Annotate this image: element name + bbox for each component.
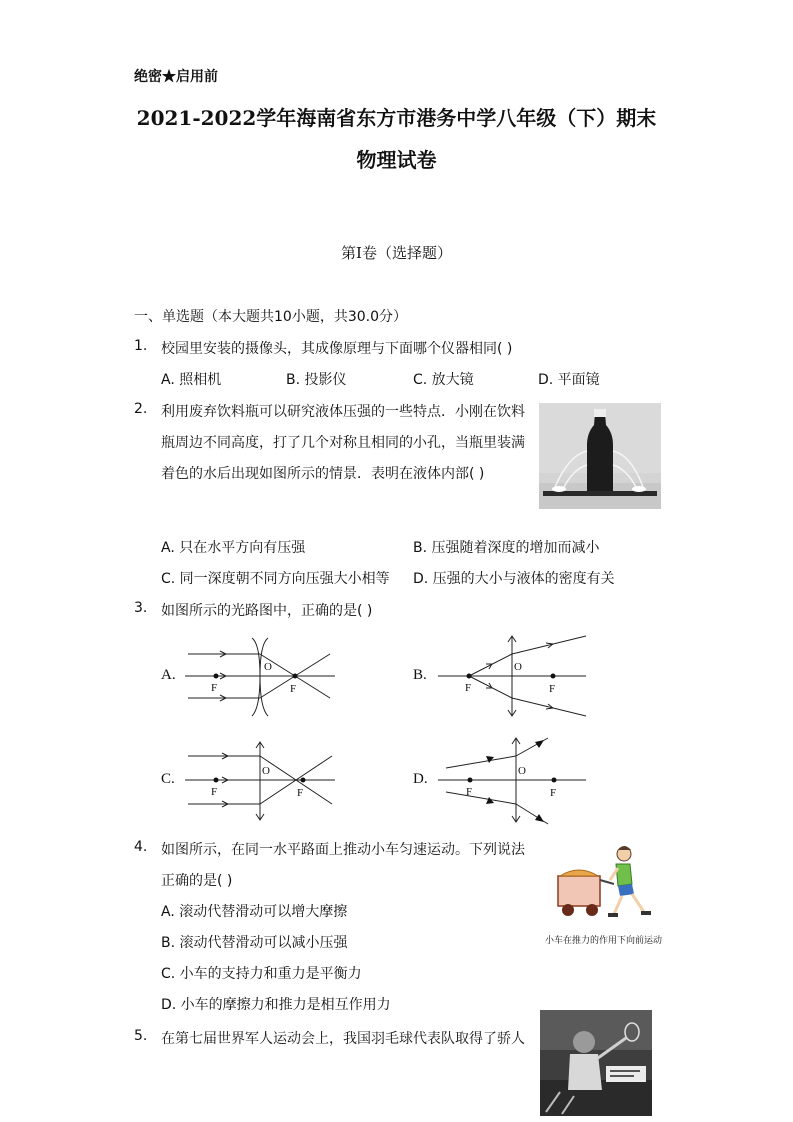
question-text-line: 瓶周边不同高度，打了几个对称且相同的小孔，当瓶里装满 (161, 435, 525, 451)
diagram-a-label: A. (161, 667, 176, 683)
figure-caption: 小车在推力的作用下向前运动 (545, 936, 663, 946)
optical-center-label: O (264, 661, 272, 673)
bottle-photo (539, 403, 661, 509)
option-b: B. 投影仪 (286, 372, 347, 388)
question-number: 1. (134, 338, 148, 354)
question-text: 校园里安装的摄像头，其成像原理与下面哪个仪器相同( ) (161, 341, 513, 357)
diagram-c-label: C. (161, 771, 175, 787)
focus-label: F (297, 787, 304, 799)
focus-label: F (290, 683, 297, 695)
ray-diagram-d (436, 734, 591, 828)
diagram-d-label: D. (413, 771, 428, 787)
volume-title: 第I卷（选择题） (341, 244, 452, 262)
option-c: C. 放大镜 (413, 372, 474, 388)
ray-diagram-c (180, 738, 340, 824)
diagram-b-label: B. (413, 667, 427, 683)
cart-pushing-illustration (552, 842, 664, 924)
option-a: A. 滚动代替滑动可以增大摩擦 (161, 904, 348, 920)
ray-diagram-a (180, 636, 340, 720)
question-text-line: 利用废弃饮料瓶可以研究液体压强的一些特点．小刚在饮料 (161, 404, 525, 420)
option-a: A. 只在水平方向有压强 (161, 540, 306, 556)
badminton-player-photo (540, 1010, 652, 1116)
option-d: D. 平面镜 (538, 372, 600, 388)
focus-label: F (549, 683, 556, 695)
optical-center-label: O (518, 765, 526, 777)
question-number: 2. (134, 401, 148, 417)
optical-center-label: O (262, 765, 270, 777)
ray-diagram-b (436, 632, 591, 720)
question-number: 4. (134, 839, 148, 855)
option-b: B. 压强随着深度的增加而减小 (413, 540, 600, 556)
optical-center-label: O (514, 661, 522, 673)
question-text: 如图所示的光路图中，正确的是( ) (161, 603, 373, 619)
focus-label: F (466, 786, 473, 798)
option-d: D. 压强的大小与液体的密度有关 (413, 571, 615, 587)
exam-title-line1: 2021-2022学年海南省东方市港务中学八年级（下）期末 (136, 106, 657, 130)
question-text-line: 如图所示，在同一水平路面上推动小车匀速运动。下列说法 (161, 842, 525, 858)
option-c: C. 小车的支持力和重力是平衡力 (161, 966, 362, 982)
exam-title-line2: 物理试卷 (356, 148, 437, 172)
question-number: 5. (134, 1028, 148, 1044)
option-c: C. 同一深度朝不同方向压强大小相等 (161, 571, 390, 587)
question-number: 3. (134, 600, 148, 616)
question-text-line: 着色的水后出现如图所示的情景．表明在液体内部( ) (161, 466, 485, 482)
section-heading: 一、单选题（本大题共10小题，共30.0分） (134, 309, 407, 325)
option-b: B. 滚动代替滑动可以减小压强 (161, 935, 348, 951)
secret-mark: 绝密★启用前 (134, 69, 218, 85)
focus-label: F (550, 787, 557, 799)
option-d: D. 小车的摩擦力和推力是相互作用力 (161, 997, 391, 1013)
question-text: 在第七届世界军人运动会上，我国羽毛球代表队取得了骄人 (161, 1031, 525, 1047)
option-a: A. 照相机 (161, 372, 222, 388)
question-text-line: 正确的是( ) (161, 873, 233, 889)
focus-label: F (211, 682, 218, 694)
focus-label: F (211, 786, 218, 798)
focus-label: F (465, 682, 472, 694)
